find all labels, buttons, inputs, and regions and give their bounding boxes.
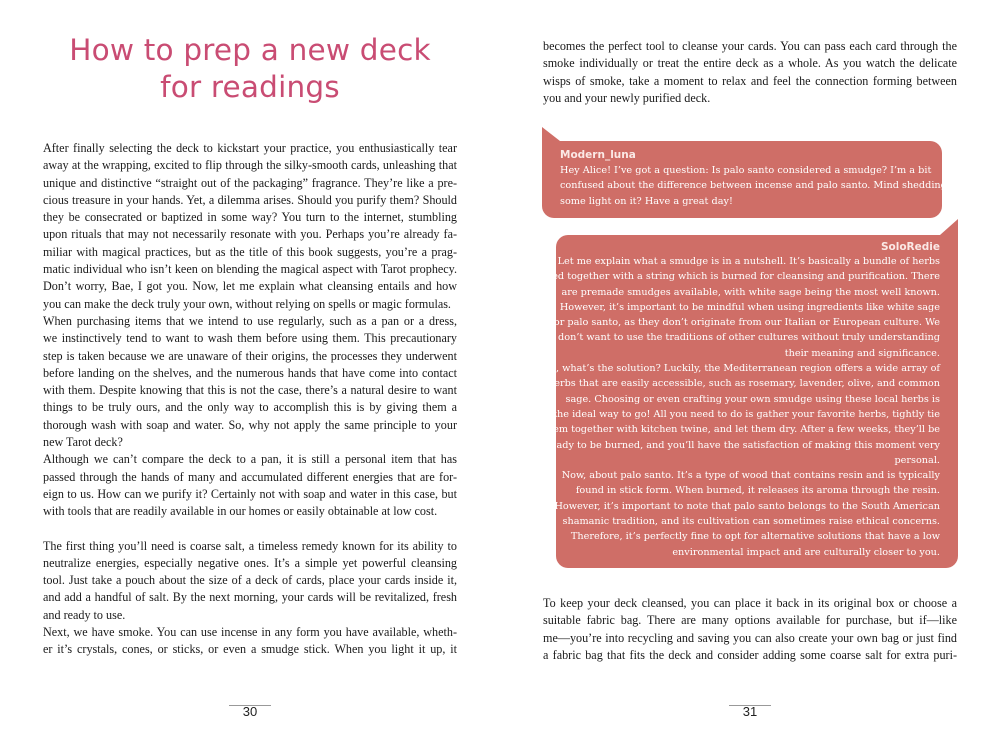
bubble-line: found in stick form. When burned, it releases its aroma through the resin. [575,485,940,497]
chapter-title [40,32,460,106]
bubble-message [560,163,947,209]
bubble-line: Let me explain what a smudge is in a nutshell. It’s basically a bundle of herbs [557,256,940,267]
bubble-line: Therefore, it’s perfectly fine to opt for alternative solutions that have a low [570,531,940,543]
bubble-line: herbs that are easily accessible, such as rosemary, lavender, olive, and common [547,378,940,390]
text-line: before landing on the shelves, and the numerous hands that have come into contact [43,365,457,380]
bubble-message [543,254,940,560]
bubble-line: don’t want to use the traditions of other cultures without truly understanding [558,332,940,344]
text-line: smoke individually or treat the entire deck as a whole. As you watch the delicate [543,56,957,71]
text-line: eign to us. How can we purify it? Certainly not with soap and water in this case, but [43,486,457,501]
text-line: matic individual who isn’t keen on blending the magical aspect with Tarot prophecy. [43,262,457,277]
username-label: SoloRedie [880,241,940,253]
text-line: you and your newly purified deck. [543,90,711,105]
bubble-line: Hey Alice! I’ve got a question: Is palo santo considered a smudge? I’m a bit [560,165,932,176]
text-line: Don’t worry, Bae, I got you. Now, let me explain what cleansing entails and how [43,279,457,294]
chat-bubble-answer [542,235,958,568]
title-line: How to prep a new deck [69,33,431,67]
username-label: Modern_luna [560,149,636,161]
text-line: tool. Just take a pouch about the size of a deck of cards, place your cards inside it, [43,573,457,588]
text-line: upon rituals that may not necessarily resonate with you. Perhaps you’re already fa- [43,227,457,242]
left-body-text [43,140,457,659]
bubble-line: However, it’s important to be mindful when using ingredients like white sage [559,301,940,313]
text-line: a fabric bag that fits the deck and consider adding some coarse salt for extra puri- [543,647,957,662]
text-line: passed through the hands of many and accumulated different energies that are for- [43,469,457,484]
text-line: er it’s crystals, cones, or sticks, or even a smudge stick. When you light it up, it [43,642,457,657]
text-line: When purchasing items that we intend to use regularly, such as a pan or a dress, [43,313,457,328]
text-line: thorough wash with soap and water. So, why not apply the same principle to your [43,417,457,432]
bubble-line: are premade smudges available, with white sage being the most well known. [561,286,940,298]
chat-bubble-question [542,141,947,218]
title-line: for readings [160,70,340,104]
bubble-line: the ideal way to go! All you need to do is gather your favorite herbs, tightly tie [553,408,940,420]
bubble-line: sage. Choosing or even crafting your own smudge using these local herbs is [565,393,940,405]
bubble-line: tied together with a string which is burned for cleansing and purification. There [545,271,940,283]
text-line: To keep your deck cleansed, you can place it back in its original box or choose a [543,596,957,610]
text-line: you can make the deck truly your own, without relying on spells or magic formulas. [43,296,451,311]
bubble-line: or palo santo, as they don’t originate from our Italian or European culture. We [553,317,940,329]
bubble-line: However, it’s important to note that palo santo belongs to the South American [554,500,940,512]
text-line: suitable fabric bag. There are many options available for purchase, but if—like [543,613,957,628]
text-line: and ready to use. [43,607,126,622]
right-top-text [543,38,957,107]
text-line: unique and distinctive “straight out of the packaging” fragrance. They’re like a pre- [43,175,457,190]
bubble-line: confused about the difference between incense and palo santo. Mind shedding [560,180,947,192]
text-line: After finally selecting the deck to kickstart your practice, you enthusiastically tear [43,141,457,155]
bubble-line: some light on it? Have a great day! [560,195,733,207]
text-line: Next, we have smoke. You can use incense in any form you have available, wheth- [43,625,457,640]
text-line: The first thing you’ll need is coarse salt, a timeless remedy known for its ability to [43,538,457,553]
bubble-line: them together with kitchen twine, and let them dry. After a few weeks, they’ll be [542,424,940,436]
page-number: 31 [742,704,758,719]
text-line: cious treasure in your hands. Yet, a dilemma arises. Should you purify them? Should [43,192,457,207]
bubble-line: personal. [894,454,940,466]
text-line: they be consecrated or baptized in some way? You turn to the internet, stumbling [43,210,457,225]
text-line: things to be truly ours, and the only way to accomplish this is by giving them a [43,400,457,415]
text-line: becomes the perfect tool to cleanse your cards. You can pass each card through the [543,39,957,53]
text-line: with them. Despite knowing that this is not the case, there’s a natural desire to want [43,383,457,398]
text-line: miliar with magical practices, but as the title of this book suggests, you’re a prag- [43,244,457,259]
text-line: me—you’re into recycling and saving you can also create your own bag or just find [543,630,957,645]
paragraph-gap [43,521,457,538]
bubble-line: their meaning and significance. [784,347,940,359]
text-line: and add a handful of salt. By the next morning, your cards will be revitalized, fresh [43,590,457,605]
text-line: new Tarot deck? [43,435,123,450]
bubble-line: So, what’s the solution? Luckily, the Mediterranean region offers a wide array of [543,363,940,375]
text-line: with tools that are readily available in our homes or easily obtainable at low cost. [43,504,438,519]
text-line: neutralize energies, especially negative ones. It’s a simple yet powerful cleansing [43,555,457,570]
text-line: step is taken because we are unaware of their origins, the processes they underwent [43,348,457,363]
right-bottom-text [543,595,957,664]
text-line: away at the wrapping, excited to flip through the silky-smooth cards, unleashing that [43,158,457,173]
bubble-line: ready to be burned, and you’ll have the satisfaction of making this moment very [546,439,940,451]
page-number: 30 [242,704,258,719]
bubble-line: environmental impact and are culturally closer to you. [672,546,940,558]
bubble-line: Now, about palo santo. It’s a type of wood that contains resin and is typically [561,470,940,482]
text-line: wisps of smoke, take a moment to relax and feel the connection forming between [543,73,957,88]
text-line: we instinctively tend to want to wash them before using them. This precautionary [43,331,457,346]
bubble-line: shamanic tradition, and its cultivation can sometimes raise ethical concerns. [562,516,940,528]
text-line: Although we can’t compare the deck to a pan, it is still a personal item that has [43,452,457,467]
